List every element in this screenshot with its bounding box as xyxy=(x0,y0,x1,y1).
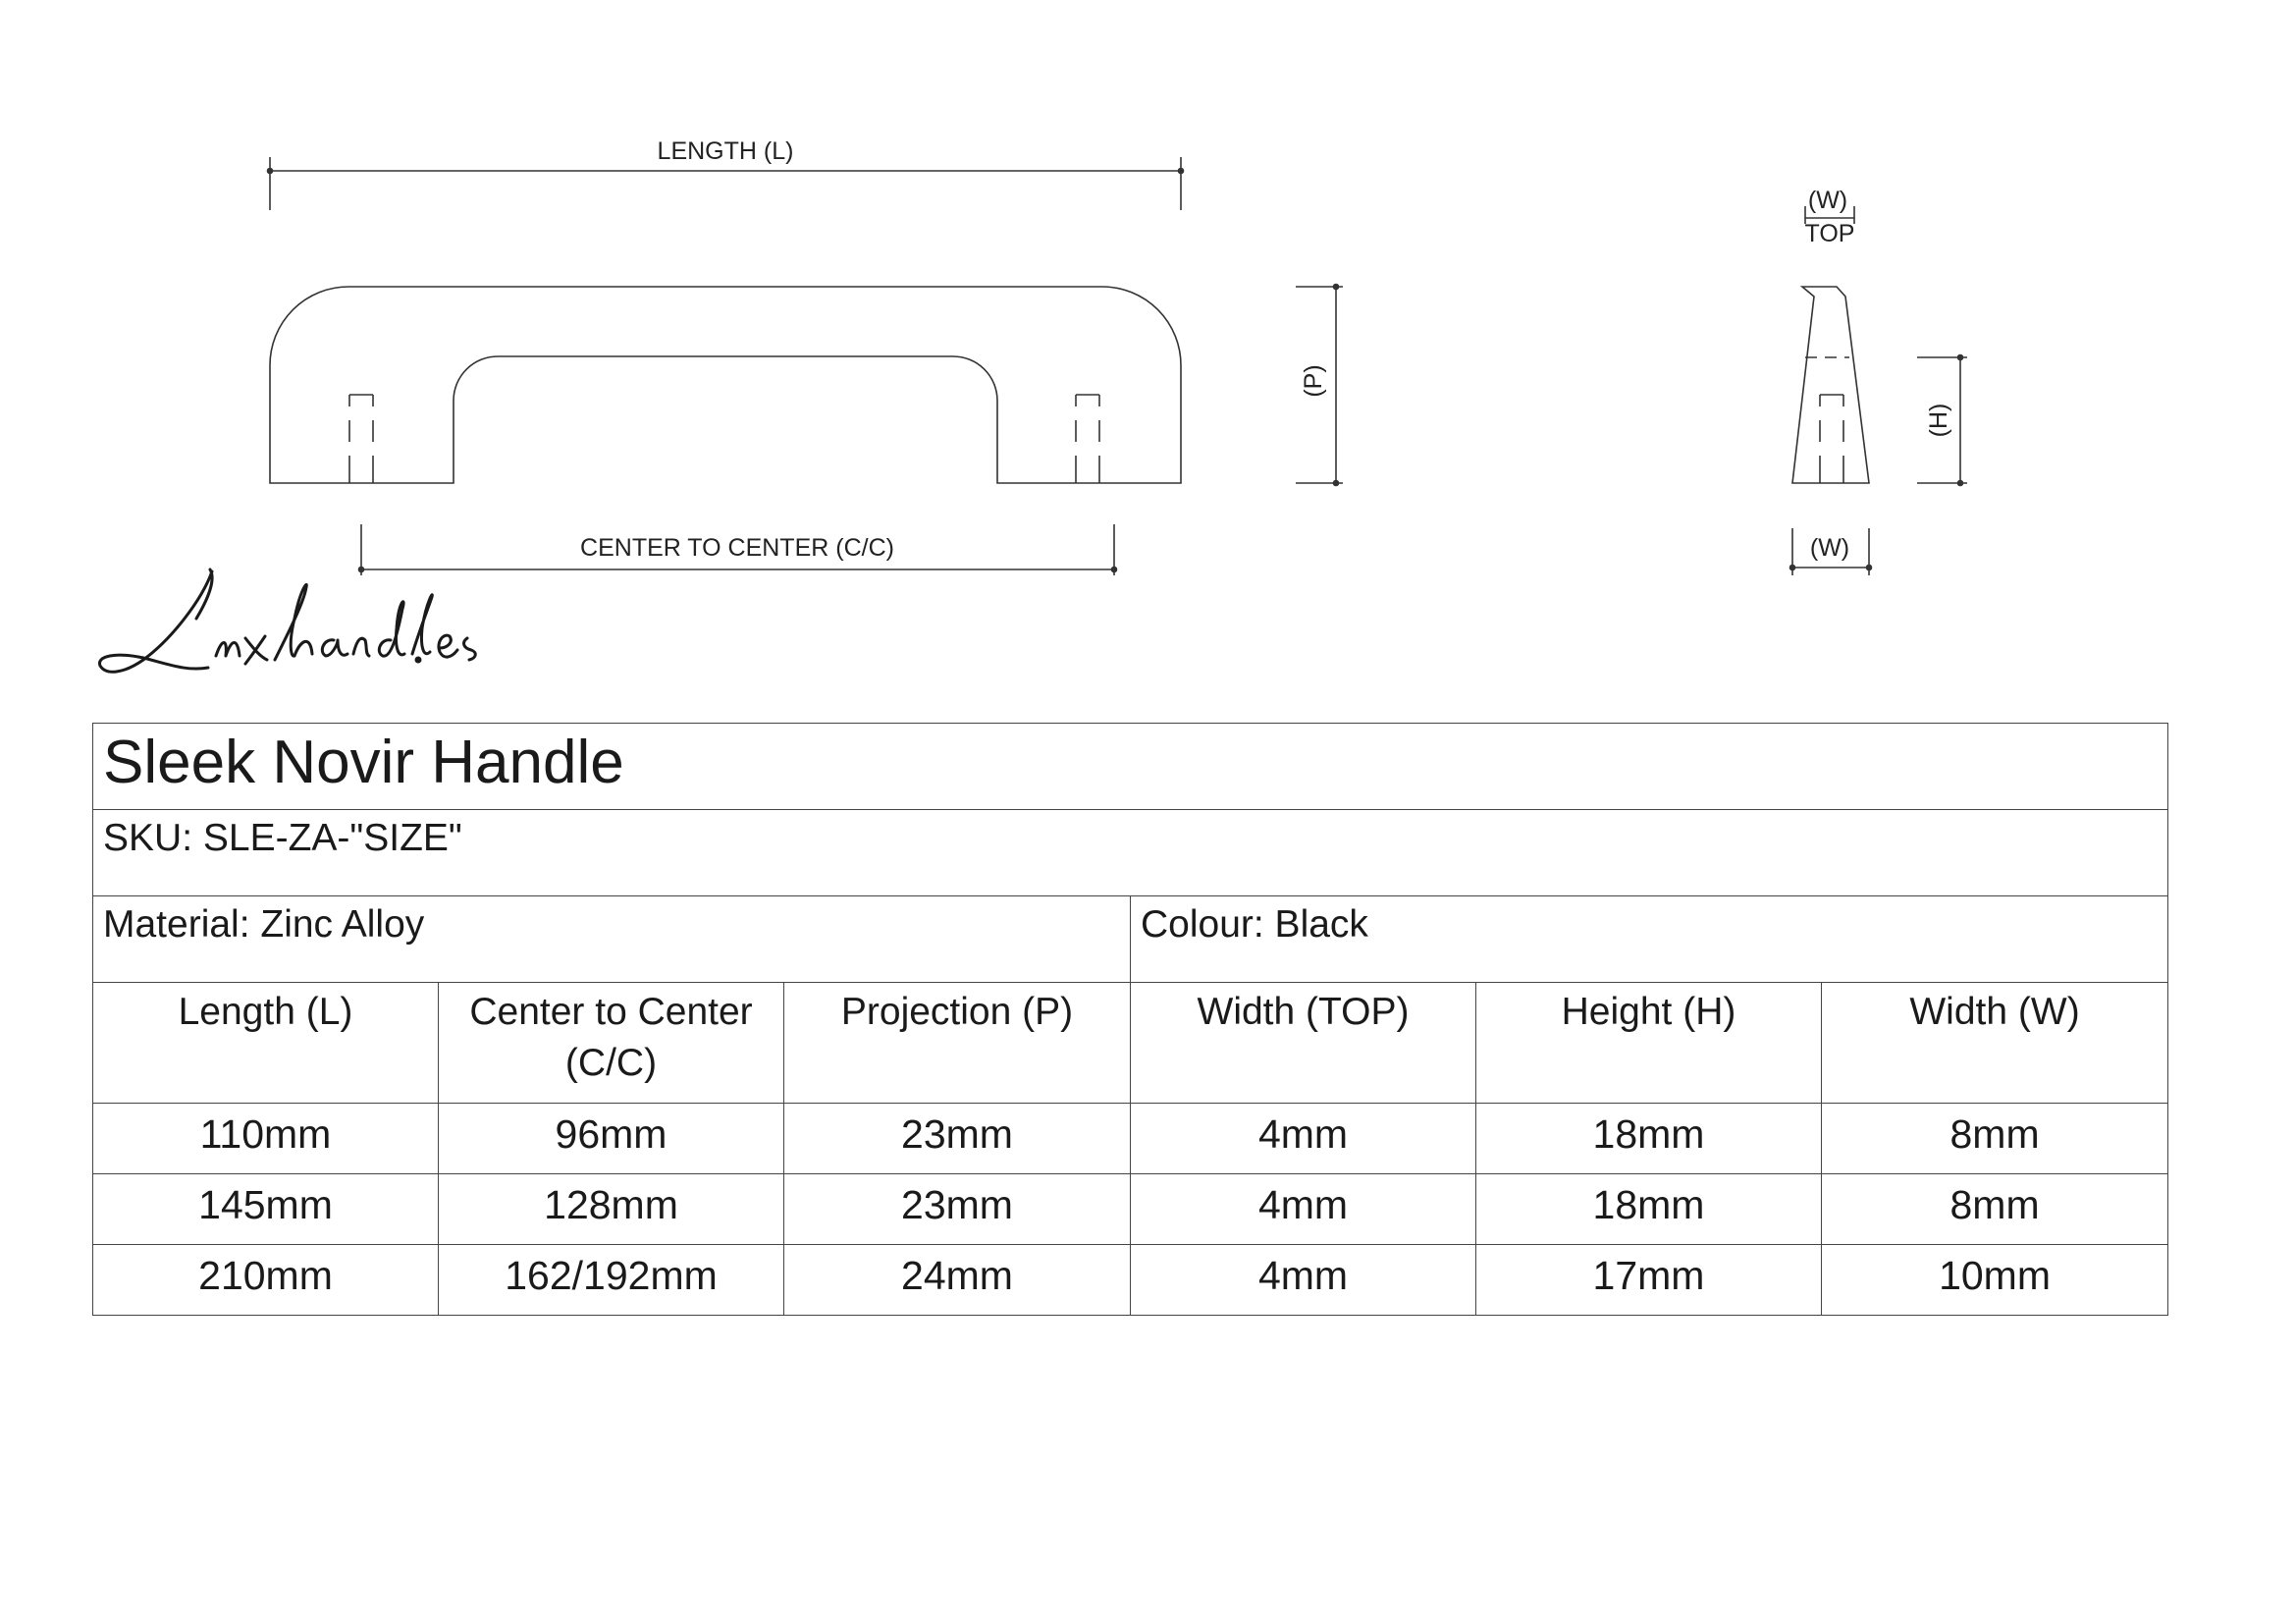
column-header: Length (L) xyxy=(93,983,439,1104)
table-cell: 210mm xyxy=(93,1245,439,1316)
column-header: Center to Center (C/C) xyxy=(439,983,784,1104)
side-profile-outline xyxy=(1792,287,1869,483)
side-screw-hole xyxy=(1820,395,1843,483)
table-cell: 4mm xyxy=(1131,1245,1476,1316)
table-cell: 10mm xyxy=(1822,1245,2168,1316)
table-cell: 128mm xyxy=(439,1174,784,1245)
table-row xyxy=(93,1104,2168,1174)
material-colour-row xyxy=(93,896,2168,983)
table-cell: 96mm xyxy=(439,1104,784,1174)
product-title: Sleek Novir Handle xyxy=(93,724,2168,810)
sku-value: SKU: SLE-ZA-"SIZE" xyxy=(93,810,2168,896)
table-cell: 162/192mm xyxy=(439,1245,784,1316)
front-view xyxy=(268,157,1344,575)
table-cell: 24mm xyxy=(784,1245,1131,1316)
column-header: Width (W) xyxy=(1822,983,2168,1104)
colour-value: Colour: Black xyxy=(1131,896,2168,983)
table-cell: 145mm xyxy=(93,1174,439,1245)
table-row xyxy=(93,1245,2168,1316)
height-label: (H) xyxy=(1925,403,1952,438)
table-cell: 23mm xyxy=(784,1174,1131,1245)
table-cell: 8mm xyxy=(1822,1104,2168,1174)
technical-drawing xyxy=(0,0,2296,717)
handle-outline xyxy=(270,287,1181,483)
column-header: Height (H) xyxy=(1476,983,1822,1104)
column-header: Projection (P) xyxy=(784,983,1131,1104)
table-cell: 4mm xyxy=(1131,1174,1476,1245)
table-cell: 17mm xyxy=(1476,1245,1822,1316)
table-cell: 110mm xyxy=(93,1104,439,1174)
table-cell: 18mm xyxy=(1476,1174,1822,1245)
center-to-center-label: CENTER TO CENTER (C/C) xyxy=(580,534,894,562)
side-view xyxy=(1790,206,1968,575)
table-cell: 23mm xyxy=(784,1104,1131,1174)
table-row xyxy=(93,1174,2168,1245)
width-top-label: (W) xyxy=(1807,187,1848,214)
material-value: Material: Zinc Alloy xyxy=(93,896,1131,983)
brand-logo xyxy=(99,569,475,672)
width-bottom-label: (W) xyxy=(1809,534,1850,562)
spec-table xyxy=(92,723,2168,1316)
table-cell: 8mm xyxy=(1822,1174,2168,1245)
screw-hole-right xyxy=(1076,395,1099,483)
screw-hole-left xyxy=(349,395,373,483)
projection-label: (P) xyxy=(1300,364,1327,398)
table-cell: 18mm xyxy=(1476,1104,1822,1174)
length-label: LENGTH (L) xyxy=(657,137,794,165)
sku-row xyxy=(93,810,2168,896)
header-row xyxy=(93,983,2168,1104)
table-cell: 4mm xyxy=(1131,1104,1476,1174)
column-header: Width (TOP) xyxy=(1131,983,1476,1104)
top-label: TOP xyxy=(1804,220,1855,247)
title-row xyxy=(93,724,2168,810)
